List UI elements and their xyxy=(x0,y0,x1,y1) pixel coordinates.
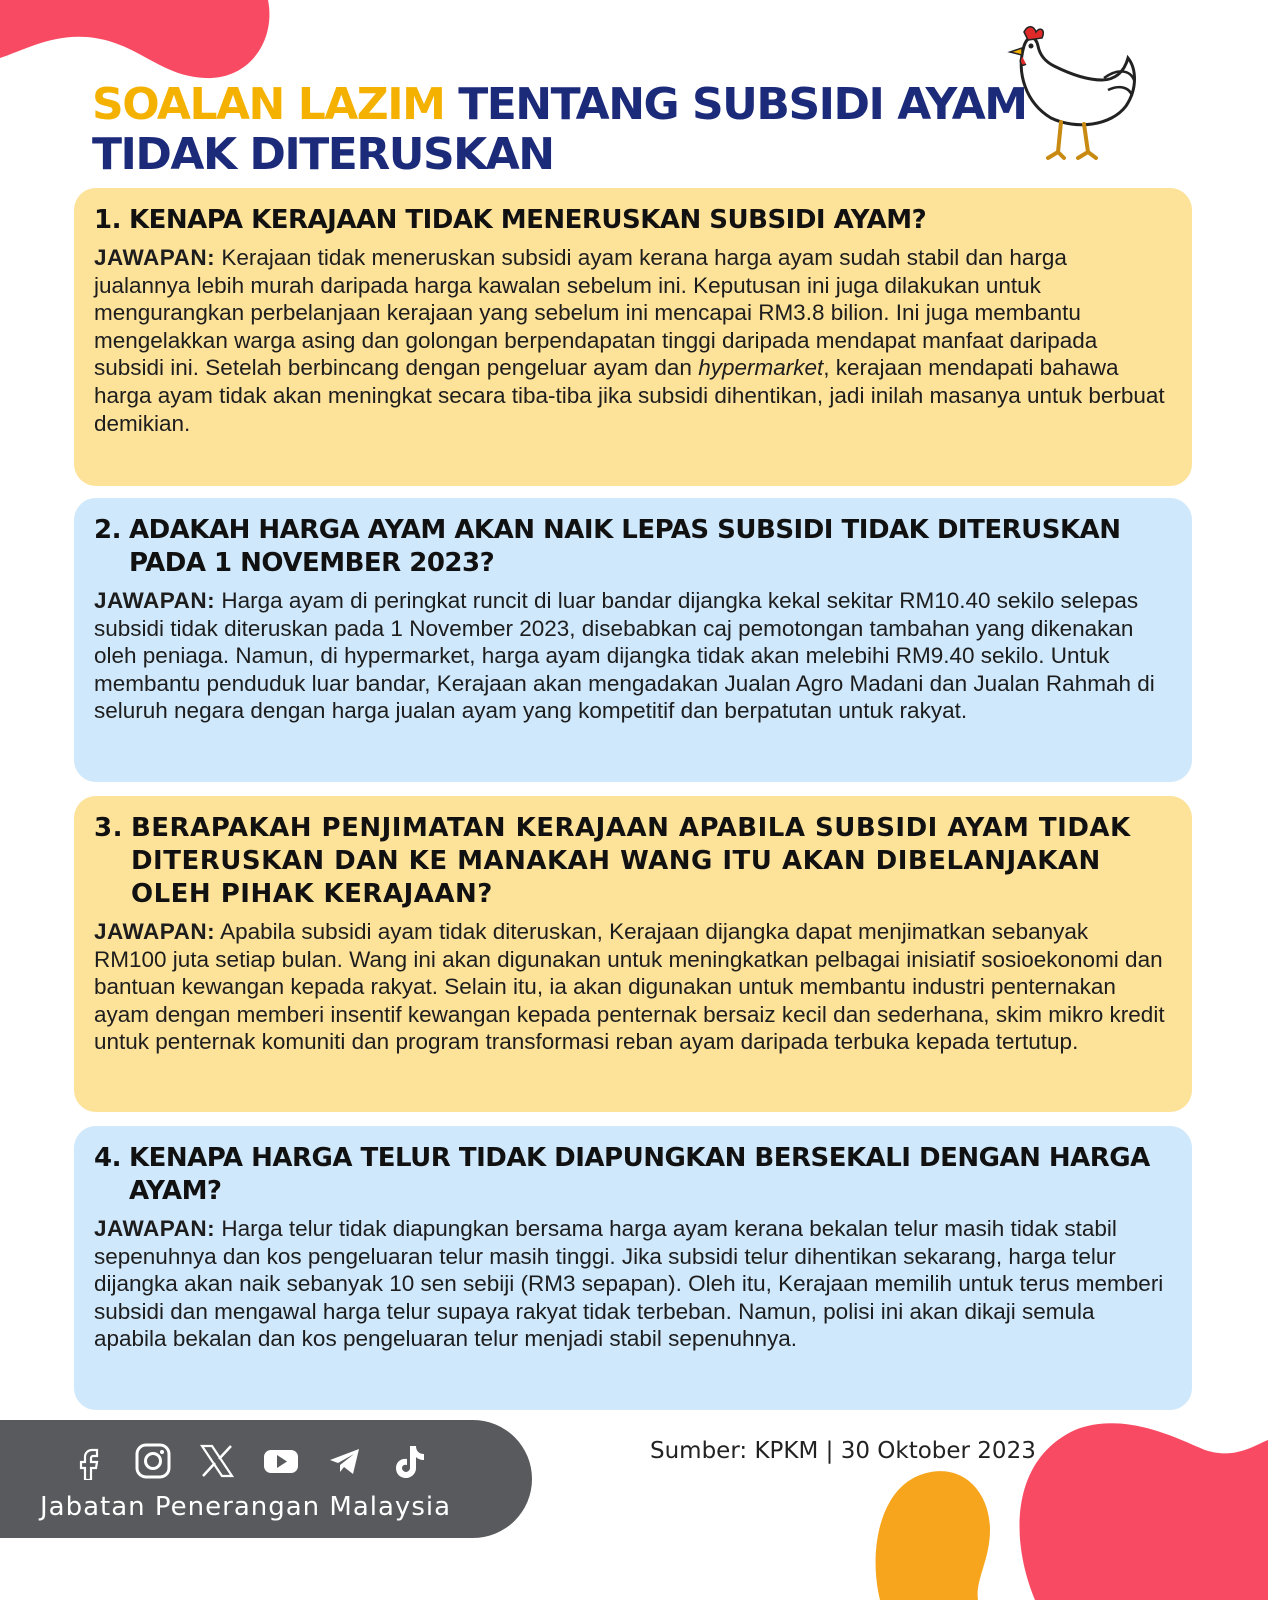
answer-label: JAWAPAN: xyxy=(94,919,216,944)
faq-question-2 xyxy=(94,514,1166,580)
title-rest: TENTANG SUBSIDI AYAM TIDAK DITERUSKAN xyxy=(92,79,1027,180)
facebook-icon[interactable] xyxy=(70,1442,108,1480)
telegram-icon[interactable] xyxy=(326,1442,364,1480)
faq-question-text: KENAPA KERAJAAN TIDAK MENERUSKAN SUBSIDI AYAM? xyxy=(128,205,927,235)
faq-answer-2 xyxy=(94,587,1166,725)
faq-question-3 xyxy=(94,812,1166,911)
faq-card-4 xyxy=(74,1126,1192,1410)
faq-number: 4. xyxy=(94,1143,121,1173)
answer-text: Harga telur tidak diapungkan bersama harga ayam kerana bekalan telur masih tidak stabil sepenuhnya dan kos pengeluaran telur masih tinggi. Jika subsidi telur dihentikan sekarang, harga telur dijangka akan naik sebanyak 10 sen sebiji (RM3 sepapan). Oleh itu, Kerajaan memilih untuk terus memberi subsidi dan mengawal harga telur supaya rakyat tidak terbeban. Namun, polisi ini akan dikaji semula apabila bekalan dan kos pengeluaran telur menjadi stabil sepenuhnya. xyxy=(94,1216,1164,1352)
answer-label: JAWAPAN: xyxy=(94,245,216,270)
faq-card-3 xyxy=(74,796,1192,1112)
social-icons xyxy=(70,1442,428,1480)
faq-question-text: BERAPAKAH PENJIMATAN KERAJAAN APABILA SUBSIDI AYAM TIDAK DITERUSKAN DAN KE MANAKAH WANG ITU AKAN DIBELANJAKAN OLEH PIHAK KERAJAAN? xyxy=(130,813,1131,909)
faq-number: 3. xyxy=(94,813,123,843)
faq-answer-1 xyxy=(94,244,1166,437)
answer-label: JAWAPAN: xyxy=(94,1216,216,1241)
faq-question-4 xyxy=(94,1142,1166,1208)
faq-card-2 xyxy=(74,498,1192,782)
faq-number: 1. xyxy=(94,205,121,235)
answer-text: Harga ayam di peringkat runcit di luar bandar dijangka kekal sekitar RM10.40 sekilo selepas subsidi tidak diteruskan pada 1 November 2023, disebabkan caj pemotongan tambahan yang dikenakan oleh peniaga. Namun, di hypermarket, harga ayam dijangka tidak akan melebihi RM9.40 sekilo. Untuk membantu penduduk luar bandar, Kerajaan akan mengadakan Jualan Agro Madani dan Jualan Rahmah di seluruh negara dengan harga jualan ayam yang kompetitif dan berpatutan untuk rakyat. xyxy=(94,588,1155,724)
faq-question-1 xyxy=(94,204,1166,237)
answer-text-italic: hypermarket xyxy=(698,355,824,381)
tiktok-icon[interactable] xyxy=(390,1442,428,1480)
source-credit: Sumber: KPKM | 30 Oktober 2023 xyxy=(650,1438,1036,1464)
page-title xyxy=(92,80,1032,180)
faq-answer-3 xyxy=(94,918,1166,1056)
faq-question-text: ADAKAH HARGA AYAM AKAN NAIK LEPAS SUBSIDI TIDAK DITERUSKAN PADA 1 NOVEMBER 2023? xyxy=(128,515,1121,578)
faq-card-1 xyxy=(74,188,1192,486)
chicken-icon xyxy=(1006,18,1146,168)
youtube-icon[interactable] xyxy=(262,1442,300,1480)
answer-text-part1: Kerajaan tidak meneruskan subsidi ayam kerana harga ayam sudah stabil dan harga jualannya lebih murah daripada harga kawalan sebelum ini. Keputusan ini juga dilakukan untuk mengurangkan perbelanjaan kerajaan yang sebelum ini mencapai RM3.8 bilion. Ini juga membantu mengelakkan warga asing dan golongan berpendapatan tinggi daripada mendapat manfaat daripada subsidi ini. Setelah berbincang dengan pengeluar ayam dan xyxy=(94,245,1098,381)
footer-bar xyxy=(0,1420,532,1538)
answer-text: Apabila subsidi ayam tidak diteruskan, Kerajaan dijangka dapat menjimatkan sebanyak RM100 juta setiap bulan. Wang ini akan digunakan untuk meningkatkan pelbagai inisiatif sosioekonomi dan bantuan kewangan kepada rakyat. Selain itu, ia akan digunakan untuk membantu industri penternakan ayam dengan memberi insentif kewangan kepada penternak bersaiz kecil dan sederhana, skim mikro kredit untuk penternak komuniti dan program transformasi reban ayam daripada terbuka kepada tertutup. xyxy=(94,919,1165,1055)
answer-text-part2: , kerajaan mendapati bahawa harga ayam tidak akan meningkat secara tiba-tiba jika subsidi dihentikan, jadi inilah masanya untuk berbuat demikian. xyxy=(94,355,1165,436)
faq-answer-4 xyxy=(94,1215,1166,1353)
instagram-icon[interactable] xyxy=(134,1442,172,1480)
faq-question-text: KENAPA HARGA TELUR TIDAK DIAPUNGKAN BERSEKALI DENGAN HARGA AYAM? xyxy=(128,1143,1150,1206)
faq-number: 2. xyxy=(94,515,121,545)
organization-name: Jabatan Penerangan Malaysia xyxy=(40,1492,452,1522)
x-icon[interactable] xyxy=(198,1442,236,1480)
answer-label: JAWAPAN: xyxy=(94,588,216,613)
title-highlight: SOALAN LAZIM xyxy=(92,79,445,130)
